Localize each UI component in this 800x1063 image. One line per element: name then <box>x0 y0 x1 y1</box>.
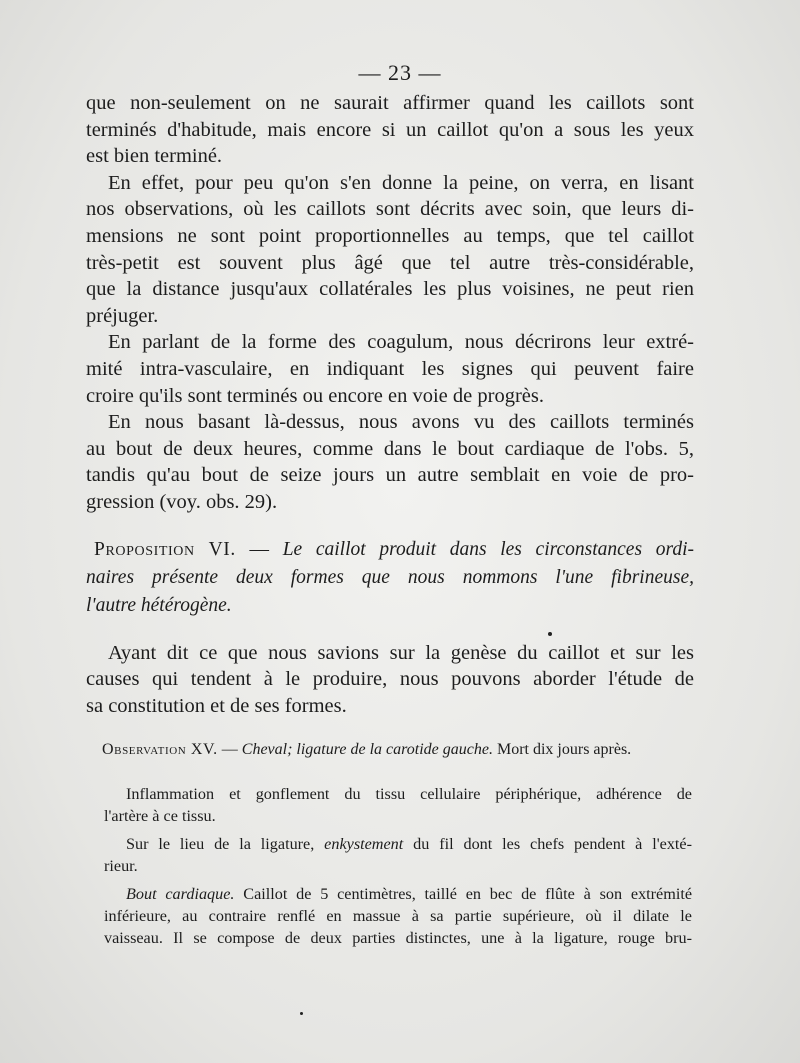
text-line: croire qu'ils sont terminés ou encore en voie de progrès. <box>86 384 544 407</box>
page-number: — 23 — <box>358 60 442 85</box>
text-line: Ayant dit ce que nous savions sur la genèse du caillot et sur les <box>108 641 694 664</box>
text-line: causes qui tendent à le produire, nous pouvons aborder l'étude de <box>86 668 694 691</box>
text-line: terminés d'habitude, mais encore si un caillot qu'on a sous les yeux <box>86 118 694 141</box>
paragraph-4 <box>86 409 694 515</box>
paragraph-2 <box>86 170 694 330</box>
text-line: mité intra-vasculaire, en indiquant les signes qui peuvent faire <box>86 357 694 380</box>
ink-speck <box>548 632 552 636</box>
text-line: Inflammation et gonflement du tissu cellulaire périphérique, adhérence de <box>126 785 692 804</box>
text-line: En nous basant là-dessus, nous avons vu des caillots terminés <box>108 411 694 434</box>
proposition-line: naires présente deux formes que nous nommons l'une fibrineuse, <box>86 566 694 588</box>
page-body <box>86 90 694 949</box>
text-line: sa constitution et de ses formes. <box>86 694 347 717</box>
paragraph-1 <box>86 90 694 170</box>
text-line: que non-seulement on ne saurait affirmer quand les caillots sont <box>86 92 694 114</box>
ink-speck <box>300 1012 303 1015</box>
observation-tail: Mort dix jours après. <box>492 741 632 759</box>
text-line: au bout de deux heures, comme dans le bout cardiaque de l'obs. 5, <box>86 437 694 460</box>
text-line: que la distance jusqu'aux collatérales les plus voisines, ne peut rien <box>86 278 694 301</box>
text-line: gression (voy. obs. 29). <box>86 490 278 513</box>
proposition-line <box>86 536 694 564</box>
emphasis-text: enkystement <box>324 835 404 854</box>
proposition-block <box>86 536 694 620</box>
observation-title: Cheval; ligature de la carotide gauche. <box>241 741 493 759</box>
text-line: mensions ne sont point proportionnelles au temps, que tel caillot <box>86 224 694 247</box>
observation-body <box>86 783 694 949</box>
observation-dash: — <box>217 741 242 759</box>
proposition-dash: — <box>235 538 283 560</box>
emphasis-text: Bout cardiaque. <box>126 885 235 904</box>
text-line: inférieure, au contraire renflé en massue à sa partie supérieure, où il dilate le <box>104 907 692 926</box>
text-line: rieur. <box>104 857 138 876</box>
observation-heading <box>86 739 694 761</box>
text-fragment: Sur le lieu de la ligature, <box>126 835 325 854</box>
text-line: est bien terminé. <box>86 145 223 168</box>
observation-label: Observation XV. <box>102 741 218 759</box>
paragraph-3 <box>86 329 694 409</box>
text-line: En parlant de la forme des coagulum, nous décrirons leur extré- <box>108 331 694 354</box>
text-line: vaisseau. Il se compose de deux parties distinctes, une à la ligature, rouge bru- <box>104 929 692 948</box>
paragraph-5 <box>86 640 694 720</box>
text-fragment: Caillot de 5 centimètres, taillé en bec de flûte à son extrémité <box>234 885 693 904</box>
text-line: l'artère à ce tissu. <box>104 807 216 826</box>
proposition-text: Le caillot produit dans les circonstances ordi- <box>282 538 694 560</box>
text-line <box>104 833 692 855</box>
text-line <box>104 883 692 905</box>
proposition-label: Proposition VI. <box>94 538 236 560</box>
text-line: En effet, pour peu qu'on s'en donne la peine, on verra, en lisant <box>108 171 694 194</box>
text-line: nos observations, où les caillots sont décrits avec soin, que leurs di- <box>86 198 694 221</box>
text-fragment: du fil dont les chefs pendent à l'exté- <box>403 835 692 854</box>
text-line: très-petit est souvent plus âgé que tel autre très-considérable, <box>86 251 694 274</box>
text-line: tandis qu'au bout de seize jours un autre semblait en voie de pro- <box>86 464 694 487</box>
text-line: préjuger. <box>86 304 159 327</box>
proposition-line: l'autre hétérogène. <box>86 594 232 616</box>
